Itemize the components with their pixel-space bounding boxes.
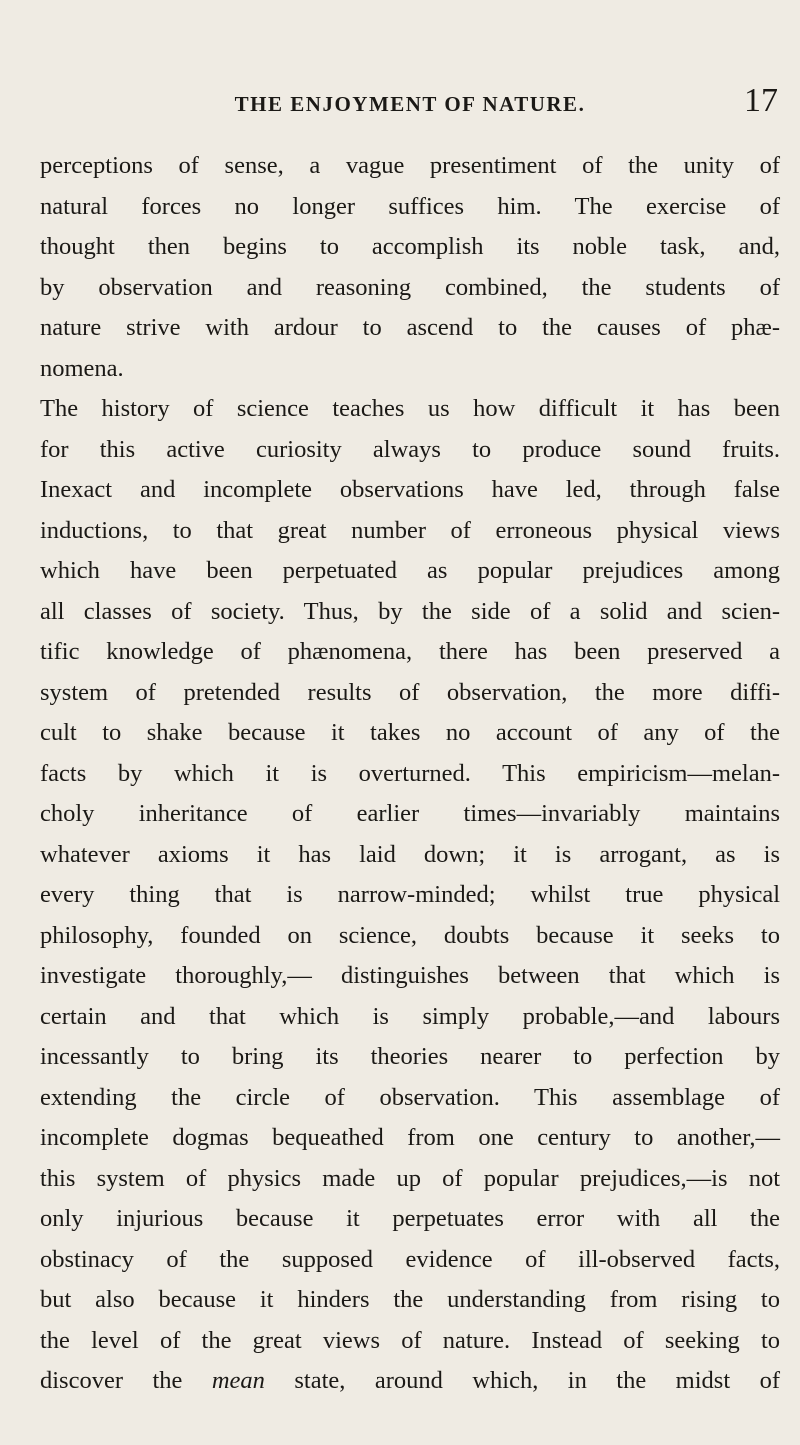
text-line: extending the circle of observation. This assemblage of — [40, 1083, 780, 1111]
text-line: tific knowledge of phænomena, there has been preserved a — [40, 638, 780, 665]
text-line: facts by which it is overturned. This empiricism—melan- — [40, 759, 780, 787]
text-line: philosophy, founded on science, doubts because it seeks to — [40, 921, 780, 949]
text-line: The history of science teaches us how difficult it has been — [40, 395, 780, 422]
body-text — [40, 146, 780, 1402]
text-line: by observation and reasoning combined, the students of — [40, 273, 780, 301]
text-line: obstinacy of the supposed evidence of ill-observed facts, — [40, 1245, 780, 1273]
text-line: natural forces no longer suffices him. The exercise of — [40, 192, 780, 220]
text-line: whatever axioms it has laid down; it is arrogant, as is — [40, 840, 780, 868]
running-title: THE ENJOYMENT OF NATURE. — [234, 92, 586, 116]
text-line-final — [40, 1361, 780, 1402]
text-line: choly inheritance of earlier times—invariably maintains — [40, 800, 780, 827]
text-segment: state, around which, in the midst of — [294, 1367, 780, 1394]
running-head — [40, 84, 780, 128]
text-line: perceptions of sense, a vague presentiment of the unity of — [40, 152, 780, 179]
text-line: incomplete dogmas bequeathed from one century to another,— — [40, 1124, 780, 1151]
text-line: which have been perpetuated as popular prejudices among — [40, 557, 780, 584]
text-line: but also because it hinders the understanding from rising to — [40, 1286, 780, 1313]
book-page — [40, 84, 780, 1402]
text-line: for this active curiosity always to produce sound fruits. — [40, 435, 780, 463]
page-number: 17 — [744, 82, 778, 119]
emphasized-word: mean — [211, 1367, 265, 1394]
text-line: all classes of society. Thus, by the side of a solid and scien- — [40, 597, 780, 625]
text-line: nomena. — [40, 354, 124, 382]
text-segment: discover the — [40, 1367, 183, 1394]
text-line: incessantly to bring its theories nearer to perfection by — [40, 1043, 780, 1070]
text-line: the level of the great views of nature. Instead of seeking to — [40, 1326, 780, 1354]
text-line: this system of physics made up of popular prejudices,—is not — [40, 1164, 780, 1192]
text-line: cult to shake because it takes no account of any of the — [40, 719, 780, 746]
text-line: investigate thoroughly,— distinguishes between that which is — [40, 962, 780, 989]
text-line: inductions, to that great number of erroneous physical views — [40, 516, 780, 544]
text-line: system of pretended results of observation, the more diffi- — [40, 678, 780, 706]
text-line: only injurious because it perpetuates error with all the — [40, 1205, 780, 1232]
text-line: every thing that is narrow-minded; whilst true physical — [40, 881, 780, 908]
text-line: certain and that which is simply probable,—and labours — [40, 1002, 780, 1030]
text-line: nature strive with ardour to ascend to the causes of phæ- — [40, 314, 780, 341]
text-line: thought then begins to accomplish its noble task, and, — [40, 233, 780, 260]
text-line: Inexact and incomplete observations have led, through false — [40, 476, 780, 503]
